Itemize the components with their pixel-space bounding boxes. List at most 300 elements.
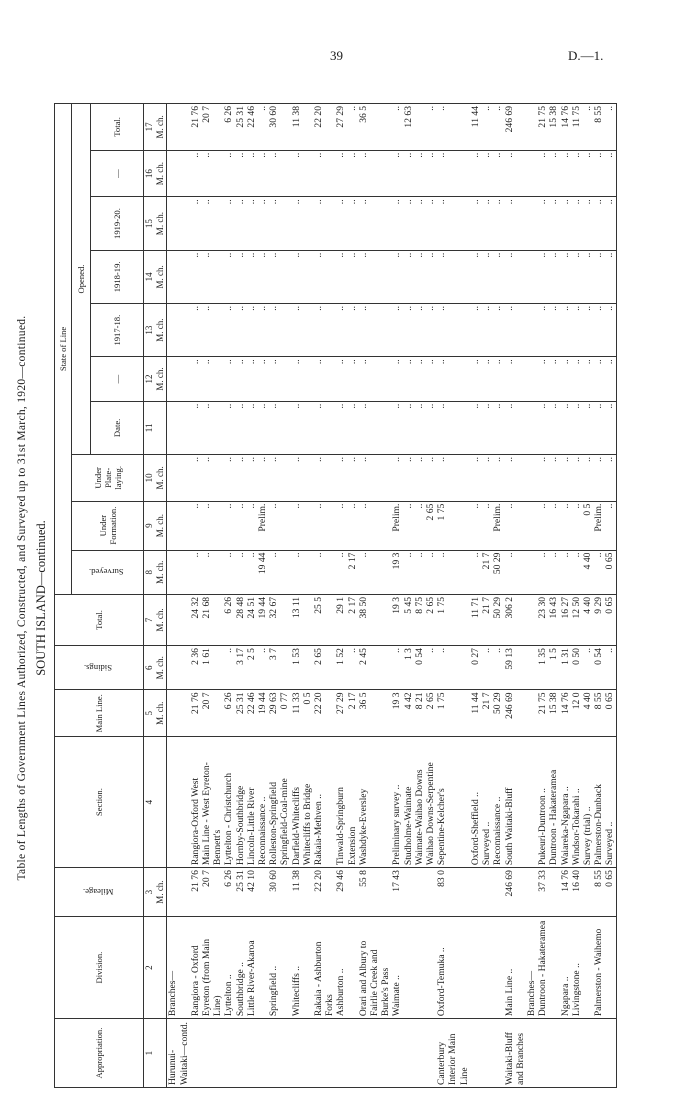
opened-1917-cell: ..: [291, 304, 302, 357]
surveyed-cell: ..: [201, 550, 223, 594]
total-cell: 13 11: [291, 594, 302, 645]
date-cell: ..: [201, 401, 223, 454]
column-number-text: 10: [144, 473, 154, 483]
opened-dash2-cell: [302, 150, 313, 197]
sidings-cell: 0 54: [593, 646, 604, 690]
section-cell: Washdyke-Eversley: [358, 737, 392, 868]
total-cell: 16 27: [560, 594, 571, 645]
sidings-cell: 0 54: [414, 646, 425, 690]
table-row: [291, 104, 302, 1088]
opened-1919-cell: ..: [335, 197, 346, 250]
main-line-cell: 246 69: [504, 690, 526, 737]
sidings-cell: [302, 646, 313, 690]
date-cell: ..: [246, 401, 257, 454]
section-cell: Studholme-Waimate: [403, 737, 414, 868]
appropriation-cell: Canterbury Interior Main Line: [436, 1019, 470, 1088]
under-formation-cell: [302, 501, 313, 550]
opened-1919-cell: ..: [414, 197, 425, 250]
header-under-formation: Under Formation.: [72, 501, 144, 550]
opened-1919-cell: ..: [604, 197, 616, 250]
total-cell: 6 26: [223, 594, 234, 645]
opened-dash2-cell: ..: [403, 150, 414, 197]
opened-1918-cell: ..: [593, 250, 604, 303]
opened-1918-cell: ..: [403, 250, 414, 303]
division-cell: Orari and Albury to Fairlie Creek and Burke's Pass: [358, 916, 392, 1018]
opened-1917-cell: ..: [548, 304, 559, 357]
section-cell: Survey (trial) ..: [582, 737, 593, 868]
column-number: [144, 916, 167, 1018]
main-line-cell: 0 65: [604, 690, 616, 737]
division-cell: Southbridge ..: [235, 916, 246, 1018]
under-formation-cell: [279, 501, 290, 550]
division-cell: Rakaia - Ashburton Forks: [313, 916, 335, 1018]
opened-1918-cell: ..: [358, 250, 392, 303]
division-cell: Eyreton (from Main Line): [201, 916, 223, 1018]
column-number-text: 17: [144, 122, 154, 132]
column-number-text: 9: [144, 523, 154, 528]
section-cell: Pukeuri-Duntroon ..: [537, 737, 548, 868]
opened-total-cell: 22 46: [246, 104, 257, 151]
column-number-text: 8: [144, 569, 154, 575]
division-cell: [425, 916, 436, 1018]
section-cell: Waihao Downs-Serpentine: [425, 737, 436, 868]
opened-dash2-cell: ..: [582, 150, 593, 197]
mileage-cell: 22 20: [313, 868, 335, 917]
under-platelaying-cell: ..: [246, 455, 257, 502]
table-row: [201, 104, 223, 1088]
sidings-cell: 2 65: [313, 646, 335, 690]
sidings-cell: 3 17: [235, 646, 246, 690]
opened-1917-cell: ..: [436, 304, 470, 357]
opened-dash-cell: ..: [425, 357, 436, 401]
appropriation-cell: [391, 1019, 402, 1088]
opened-total-cell: 22 20: [313, 104, 335, 151]
surveyed-cell: ..: [470, 550, 481, 594]
opened-dash2-cell: ..: [335, 150, 346, 197]
total-cell: 25 5: [313, 594, 335, 645]
column-number: [144, 737, 167, 868]
opened-1919-cell: ..: [492, 197, 503, 250]
division-cell: Ashburton ..: [335, 916, 346, 1018]
section-cell: Darfield-Whitecliffs: [291, 737, 302, 868]
opened-dash-cell: ..: [257, 357, 268, 401]
column-number-text: 14: [144, 272, 154, 282]
opened-1918-cell: ..: [560, 250, 571, 303]
column-number: [144, 357, 167, 401]
opened-dash2-cell: ..: [425, 150, 436, 197]
opened-1917-cell: ..: [470, 304, 481, 357]
appropriation-cell: [257, 1019, 268, 1088]
under-formation-cell: ..: [504, 501, 526, 550]
division-cell: [470, 916, 481, 1018]
opened-dash2-cell: ..: [604, 150, 616, 197]
mileage-cell: 29 46: [335, 868, 346, 917]
under-formation-cell: Prelim.: [492, 501, 503, 550]
header-state-of-line: State of Line: [55, 104, 72, 595]
date-cell: [302, 401, 313, 454]
section-cell: Waimate-Waihao Downs: [414, 737, 425, 868]
total-cell: 28 48: [235, 594, 246, 645]
sidings-cell: 3 7: [268, 646, 279, 690]
sidings-cell: [526, 646, 537, 690]
main-line-cell: 11 44: [470, 690, 481, 737]
header-opened: Opened.: [72, 104, 91, 455]
header-date: Date.: [91, 401, 144, 454]
opened-1918-cell: ..: [492, 250, 503, 303]
mileage-cell: 246 69: [504, 868, 526, 917]
section-cell: Surveyed ..: [604, 737, 616, 868]
opened-dash2-cell: ..: [414, 150, 425, 197]
surveyed-cell: 50 29: [492, 550, 503, 594]
sidings-cell: ..: [436, 646, 470, 690]
date-cell: [167, 401, 190, 454]
appropriation-cell: [235, 1019, 246, 1088]
appropriation-cell: [425, 1019, 436, 1088]
column-number-text: 7: [144, 617, 154, 623]
table-row: [167, 104, 190, 1088]
division-cell: Springfield ..: [268, 916, 279, 1018]
surveyed-cell: ..: [560, 550, 571, 594]
opened-1919-cell: [167, 197, 190, 250]
header-division: Division.: [55, 916, 144, 1018]
appropriation-cell: [537, 1019, 548, 1088]
appropriation-cell: Hurunui-Waitaki—contd.: [167, 1019, 190, 1088]
sidings-cell: ..: [492, 646, 503, 690]
main-line-cell: 21 7: [481, 690, 492, 737]
table-row: [481, 104, 492, 1088]
opened-1918-cell: ..: [201, 250, 223, 303]
mileage-cell: 42 10: [246, 868, 257, 917]
table-row: [403, 104, 414, 1088]
mileage-cell: [492, 868, 503, 917]
section-cell: Duntroon - Hakateramea: [548, 737, 559, 868]
column-number-text: 15: [144, 219, 154, 229]
under-formation-cell: ..: [470, 501, 481, 550]
column-number-text: 1: [144, 1050, 154, 1056]
date-cell: ..: [593, 401, 604, 454]
header-main-line: Main Line.: [55, 690, 144, 737]
opened-1918-cell: ..: [313, 250, 335, 303]
table-row: [279, 104, 290, 1088]
section-cell: Sepentine-Kelcher's: [436, 737, 470, 868]
date-cell: ..: [604, 401, 616, 454]
under-platelaying-cell: ..: [223, 455, 234, 502]
opened-1917-cell: ..: [504, 304, 526, 357]
surveyed-cell: 2 17: [347, 550, 358, 594]
under-platelaying-cell: ..: [201, 455, 223, 502]
opened-dash-cell: ..: [268, 357, 279, 401]
appropriation-cell: [291, 1019, 302, 1088]
opened-1919-cell: ..: [291, 197, 302, 250]
section-cell: Rangiora-Oxford West: [190, 737, 201, 868]
opened-total-cell: 11 38: [291, 104, 302, 151]
unit-label: M. ch.: [155, 115, 166, 139]
unit-label: M. ch.: [155, 608, 166, 632]
opened-1917-cell: ..: [358, 304, 392, 357]
division-cell: [604, 916, 616, 1018]
section-cell: Lyttelton - Christchurch: [223, 737, 234, 868]
opened-1918-cell: ..: [470, 250, 481, 303]
total-cell: 4 40: [582, 594, 593, 645]
date-cell: ..: [268, 401, 279, 454]
opened-1919-cell: ..: [582, 197, 593, 250]
table-row: [548, 104, 559, 1088]
opened-1919-cell: ..: [223, 197, 234, 250]
opened-1919-cell: [526, 197, 537, 250]
opened-1918-cell: ..: [436, 250, 470, 303]
date-cell: ..: [492, 401, 503, 454]
surveyed-cell: ..: [537, 550, 548, 594]
main-line-cell: 0 5: [302, 690, 313, 737]
surveyed-cell: [167, 550, 190, 594]
sidings-cell: 2 5: [246, 646, 257, 690]
table-row: [268, 104, 279, 1088]
opened-1917-cell: ..: [582, 304, 593, 357]
opened-1918-cell: ..: [347, 250, 358, 303]
under-platelaying-cell: ..: [190, 455, 201, 502]
under-formation-cell: ..: [347, 501, 358, 550]
under-platelaying-cell: ..: [257, 455, 268, 502]
opened-dash2-cell: ..: [358, 150, 392, 197]
date-cell: ..: [391, 401, 402, 454]
date-cell: ..: [235, 401, 246, 454]
unit-label: M. ch.: [155, 513, 166, 538]
total-cell: 38 50: [358, 594, 392, 645]
table-row: [436, 104, 470, 1088]
appropriation-cell: [190, 1019, 201, 1088]
mileage-cell: [548, 868, 559, 917]
opened-dash2-cell: [279, 150, 290, 197]
surveyed-cell: 19 3: [391, 550, 402, 594]
total-cell: 32 67: [268, 594, 279, 645]
unit-label: M. ch.: [155, 560, 166, 584]
total-cell: 19 3: [391, 594, 402, 645]
opened-1918-cell: [302, 250, 313, 303]
header-mileage: [55, 868, 144, 917]
section-cell: Whitecliffs to Bridge: [302, 737, 313, 868]
main-line-cell: 4 42: [403, 690, 414, 737]
under-platelaying-cell: ..: [347, 455, 358, 502]
date-cell: ..: [223, 401, 234, 454]
date-cell: ..: [548, 401, 559, 454]
opened-1917-cell: ..: [414, 304, 425, 357]
date-cell: ..: [358, 401, 392, 454]
appropriation-cell: [414, 1019, 425, 1088]
table-row: [391, 104, 402, 1088]
opened-dash-cell: ..: [537, 357, 548, 401]
main-line-cell: 22 20: [313, 690, 335, 737]
opened-dash-cell: ..: [436, 357, 470, 401]
division-cell: [582, 916, 593, 1018]
opened-1919-cell: ..: [235, 197, 246, 250]
opened-dash-cell: ..: [190, 357, 201, 401]
main-line-cell: 21 76: [190, 690, 201, 737]
opened-1917-cell: [526, 304, 537, 357]
surveyed-cell: ..: [436, 550, 470, 594]
total-cell: [279, 594, 290, 645]
unit-label: M. ch.: [155, 656, 166, 680]
column-number: [144, 250, 167, 303]
opened-dash2-cell: [167, 150, 190, 197]
opened-1919-cell: ..: [403, 197, 414, 250]
total-cell: 2 17: [347, 594, 358, 645]
opened-1919-cell: ..: [537, 197, 548, 250]
header-surveyed: [72, 550, 144, 594]
total-cell: 2 65: [425, 594, 436, 645]
sidings-cell: 1 5: [548, 646, 559, 690]
under-platelaying-cell: ..: [548, 455, 559, 502]
opened-dash2-cell: ..: [291, 150, 302, 197]
opened-1918-cell: ..: [414, 250, 425, 303]
unit-label: M. ch.: [155, 265, 166, 289]
mileage-cell: [302, 868, 313, 917]
main-line-cell: 2 17: [347, 690, 358, 737]
opened-dash-cell: ..: [347, 357, 358, 401]
header-section: Section.: [55, 737, 144, 868]
column-number: [144, 868, 167, 917]
mileage-cell: 20 7: [201, 868, 223, 917]
sidings-cell: ..: [223, 646, 234, 690]
opened-dash2-cell: ..: [190, 150, 201, 197]
mileage-cell: 0 65: [604, 868, 616, 917]
opened-1917-cell: ..: [492, 304, 503, 357]
under-formation-cell: ..: [335, 501, 346, 550]
appropriation-cell: [302, 1019, 313, 1088]
under-platelaying-cell: ..: [358, 455, 392, 502]
date-cell: ..: [582, 401, 593, 454]
section-cell: Oxford-Sheffield ..: [470, 737, 481, 868]
opened-1918-cell: [167, 250, 190, 303]
total-cell: 9 29: [593, 594, 604, 645]
division-cell: [414, 916, 425, 1018]
section-cell: Extension: [347, 737, 358, 868]
table-row: [257, 104, 268, 1088]
opened-total-cell: 11 44: [470, 104, 481, 151]
surveyed-cell: ..: [593, 550, 604, 594]
total-cell: 8 75: [414, 594, 425, 645]
total-cell: [526, 594, 537, 645]
appropriation-cell: [313, 1019, 335, 1088]
date-cell: [279, 401, 290, 454]
division-cell: [492, 916, 503, 1018]
under-formation-cell: 0 5: [582, 501, 593, 550]
surveyed-cell: 19 44: [257, 550, 268, 594]
main-line-cell: 12 0: [571, 690, 582, 737]
opened-dash2-cell: ..: [548, 150, 559, 197]
sidings-cell: 1 52: [335, 646, 346, 690]
mileage-cell: 83 0: [436, 868, 470, 917]
opened-1919-cell: ..: [548, 197, 559, 250]
date-cell: ..: [347, 401, 358, 454]
mileage-cell: [582, 868, 593, 917]
opened-dash2-cell: ..: [436, 150, 470, 197]
surveyed-cell: ..: [414, 550, 425, 594]
sidings-cell: 59 13: [504, 646, 526, 690]
total-cell: 5 45: [403, 594, 414, 645]
under-platelaying-cell: ..: [481, 455, 492, 502]
unit-label: M. ch.: [155, 701, 166, 725]
opened-dash2-cell: ..: [560, 150, 571, 197]
column-number-text: 5: [144, 711, 154, 716]
under-platelaying-cell: ..: [593, 455, 604, 502]
division-cell: Livingstone ..: [571, 916, 582, 1018]
opened-1918-cell: [279, 250, 290, 303]
appropriation-cell: [347, 1019, 358, 1088]
sidings-cell: ..: [347, 646, 358, 690]
header-dash-2: —: [91, 150, 144, 197]
table-row: [302, 104, 313, 1088]
under-platelaying-cell: [279, 455, 290, 502]
column-number-text: 4: [144, 799, 154, 805]
mileage-cell: 6 26: [223, 868, 234, 917]
unit-label: M. ch.: [155, 211, 166, 236]
under-formation-cell: ..: [268, 501, 279, 550]
table-row: [593, 104, 604, 1088]
appropriation-cell: [571, 1019, 582, 1088]
opened-1918-cell: ..: [291, 250, 302, 303]
column-number-text: 16: [144, 169, 154, 179]
date-cell: ..: [470, 401, 481, 454]
opened-1919-cell: ..: [470, 197, 481, 250]
main-line-cell: [526, 690, 537, 737]
appropriation-cell: [403, 1019, 414, 1088]
opened-dash-cell: [167, 357, 190, 401]
under-platelaying-cell: ..: [403, 455, 414, 502]
opened-dash-cell: ..: [504, 357, 526, 401]
opened-total-cell: ..: [492, 104, 503, 151]
unit-label: M. ch.: [155, 161, 166, 186]
column-number-text: 3: [144, 889, 154, 895]
mileage-cell: 37 33: [537, 868, 548, 917]
opened-1917-cell: [279, 304, 290, 357]
division-cell: Palmerston - Waihemo: [593, 916, 604, 1018]
opened-dash-cell: ..: [235, 357, 246, 401]
division-cell: [257, 916, 268, 1018]
main-line-cell: 4 40: [582, 690, 593, 737]
opened-1917-cell: ..: [391, 304, 402, 357]
main-line-cell: 2 65: [425, 690, 436, 737]
column-number: [144, 550, 167, 594]
under-platelaying-cell: [302, 455, 313, 502]
surveyed-cell: ..: [335, 550, 346, 594]
under-formation-cell: [167, 501, 190, 550]
under-platelaying-cell: ..: [537, 455, 548, 502]
opened-1919-cell: ..: [425, 197, 436, 250]
surveyed-cell: ..: [268, 550, 279, 594]
opened-1917-cell: ..: [481, 304, 492, 357]
surveyed-cell: ..: [291, 550, 302, 594]
under-formation-cell: ..: [235, 501, 246, 550]
total-cell: 12 50: [571, 594, 582, 645]
table-row: [235, 104, 246, 1088]
opened-total-cell: [302, 104, 313, 151]
opened-1918-cell: ..: [604, 250, 616, 303]
main-line-cell: 8 55: [593, 690, 604, 737]
opened-dash-cell: ..: [492, 357, 503, 401]
opened-1919-cell: ..: [190, 197, 201, 250]
date-cell: ..: [537, 401, 548, 454]
mileage-cell: [167, 868, 190, 917]
opened-1918-cell: ..: [425, 250, 436, 303]
sidings-cell: ..: [604, 646, 616, 690]
sidings-cell: 0 50: [571, 646, 582, 690]
header-1919-20: 1919-20.: [91, 197, 144, 250]
date-cell: ..: [335, 401, 346, 454]
total-cell: [167, 594, 190, 645]
opened-total-cell: [167, 104, 190, 151]
mileage-cell: 17 43: [391, 868, 402, 917]
appropriation-cell: [604, 1019, 616, 1088]
